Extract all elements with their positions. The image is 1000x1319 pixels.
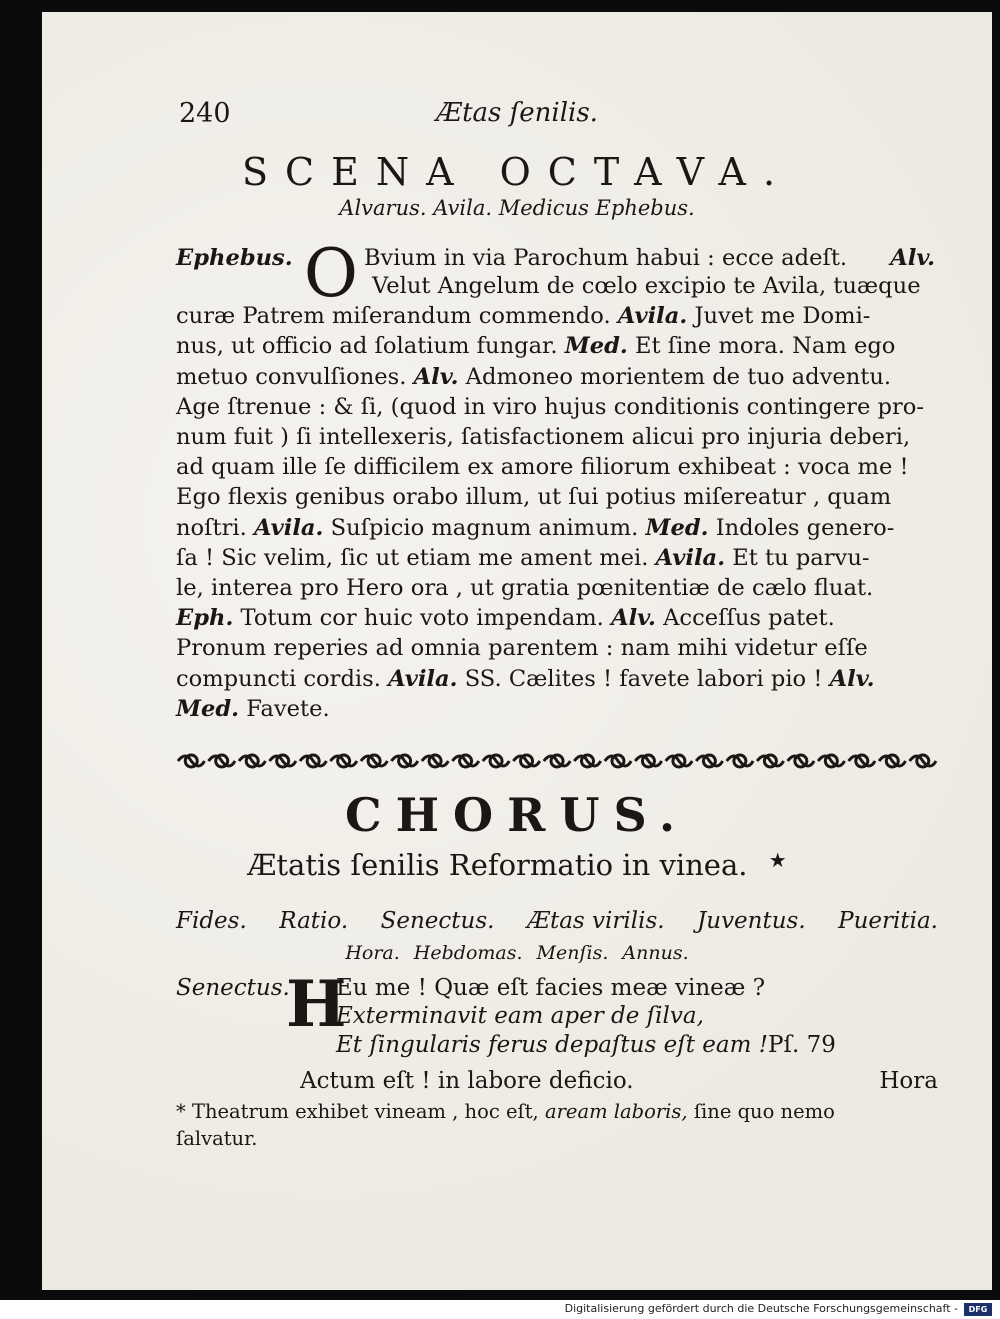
- speaker-label: Avila.: [388, 665, 458, 692]
- ornament-motif: [574, 755, 600, 767]
- speaker-label: Alv.: [890, 245, 936, 271]
- ornament-motif: [300, 755, 326, 767]
- ornament-motif: [269, 755, 295, 767]
- dialogue-text: nus, ut officio ad ſolatium fungar.: [176, 333, 558, 360]
- ornament-motif: [544, 755, 570, 767]
- cast-list-row2: Hora. Hebdomas. Menſis. Annus.: [345, 942, 689, 964]
- book-page: [42, 12, 992, 1290]
- page-number: 240: [179, 98, 231, 129]
- page-header: [42, 98, 992, 138]
- speaker-label: Alv.: [413, 363, 459, 390]
- cast-member: Ætas virilis.: [526, 908, 665, 934]
- speaker-label: Alv.: [829, 665, 875, 692]
- speaker-label: Med.: [645, 514, 709, 541]
- dialogue-line: [176, 513, 938, 543]
- speaker-label: Med.: [564, 333, 628, 360]
- running-title: Ætas ſenilis.: [436, 98, 598, 128]
- dialogue-line: num fuit ) ſi intellexeris, ſatisfactionem alicui pro injuria deberi,: [176, 424, 911, 451]
- ornament-motif: [605, 755, 631, 767]
- ornament-motif: [910, 755, 936, 767]
- dialogue-line: Age ſtrenue : & ſi, (quod in viro hujus conditionis contingere pro-: [176, 393, 924, 420]
- drop-cap: H: [286, 967, 347, 1042]
- speaker-label: Avila.: [655, 544, 726, 571]
- dialogue-text: Et tu parvu-: [732, 544, 870, 571]
- cast-member: Ratio.: [279, 908, 349, 934]
- dialogue-text: Totum cor huic voto impendam.: [240, 605, 604, 632]
- dialogue-line: le, interea pro Hero ora , ut gratia pœnitentiæ de cælo fluat.: [176, 575, 874, 602]
- ornament-motif: [513, 755, 539, 767]
- ornament-motif: [666, 755, 692, 767]
- ornament-motif: [879, 755, 905, 767]
- footnote-text: * Theatrum exhibet vineam , hoc eſt,: [176, 1100, 539, 1123]
- cast-member: Senectus.: [380, 908, 495, 934]
- dialogue-text: Admoneo morientem de tuo adventu.: [465, 363, 892, 390]
- ornament-motif: [818, 755, 844, 767]
- ornament-motif: [391, 755, 417, 767]
- ornament-motif: [452, 755, 478, 767]
- verse-line: [300, 1067, 938, 1096]
- ornament-divider: [176, 750, 938, 772]
- dialogue-text: SS. Cælites ! favete labori pio !: [464, 665, 823, 692]
- scene-title: SCENA OCTAVA.: [241, 150, 793, 194]
- dialogue-text: curæ Patrem miſerandum commendo.: [176, 303, 611, 330]
- ornament-motif: [178, 755, 204, 767]
- dialogue-text: Favete.: [246, 695, 330, 722]
- dialogue-text: compuncti cordis.: [176, 665, 381, 692]
- ornament-motif: [696, 755, 722, 767]
- ornament-motif: [330, 755, 356, 767]
- dialogue-text: Indoles genero-: [715, 514, 895, 541]
- ornament-motif: [757, 755, 783, 767]
- verse-line: [336, 1031, 836, 1060]
- dialogue-line: Ego flexis genibus orabo illum, ut ſui potius miſereatur , quam: [176, 484, 892, 511]
- speaker-label: Avila.: [617, 303, 688, 330]
- dialogue-text: Suſpicio magnum animum.: [330, 514, 639, 541]
- dialogue-line: [176, 362, 938, 392]
- dialogue-block: [176, 235, 938, 724]
- dialogue-text: noſtri.: [176, 514, 247, 541]
- dialogue-line: [176, 301, 938, 331]
- dfg-logo-icon: DFG: [964, 1303, 992, 1316]
- dialogue-text: Juvet me Domi-: [694, 303, 871, 330]
- ornament-motif: [208, 755, 234, 767]
- chorus-subtitle: [42, 848, 992, 882]
- footnote-text: ſine quo nemo: [693, 1100, 835, 1123]
- dialogue-line: [176, 694, 938, 724]
- dialogue-line: [176, 603, 938, 633]
- cast-member: Fides.: [176, 908, 247, 934]
- footnote: [176, 1098, 938, 1152]
- dialogue-text: Acceſſus patet.: [663, 605, 835, 632]
- dialogue-line: [176, 543, 938, 573]
- dialogue-line: ad quam ille ſe difficilem ex amore filiorum exhibeat : voca me !: [176, 454, 909, 481]
- dialogue-text: metuo convulſiones.: [176, 363, 407, 390]
- verse-text: Actum eſt ! in labore deficio.: [300, 1068, 634, 1094]
- speaker-label: Med.: [176, 695, 240, 722]
- ornament-motif: [361, 755, 387, 767]
- ornament-motif: [849, 755, 875, 767]
- verse-text: Et ſingularis ferus depaſtus eſt eam !: [336, 1032, 768, 1058]
- dialogue-text: Bvium in via Parochum habui : ecce adeſt.: [363, 245, 848, 271]
- ornament-motif: [483, 755, 509, 767]
- dialogue-text: Et ſine mora. Nam ego: [635, 333, 896, 360]
- verse-speaker: Senectus.: [176, 975, 290, 1001]
- verse-line: Eu me ! Quæ eſt facies meæ vineæ ?: [336, 975, 766, 1001]
- psalm-reference: Pſ. 79: [767, 1032, 836, 1058]
- ornament-motif: [239, 755, 265, 767]
- footnote-text: aream laboris,: [544, 1100, 688, 1123]
- drop-cap: O: [303, 235, 358, 312]
- chorus-subtitle-text: Ætatis ſenilis Reformatio in vinea.: [247, 848, 748, 882]
- ornament-motif: [422, 755, 448, 767]
- speaker-label: Avila.: [254, 514, 324, 541]
- cast-member: Juventus.: [697, 908, 806, 934]
- ornament-motif: [788, 755, 814, 767]
- credit-bar: [0, 1300, 1000, 1319]
- cast-member: Pueritia.: [838, 908, 938, 934]
- dialogue-text: Velut Angelum de cœlo excipio te Avila, tuæque: [372, 273, 921, 299]
- cast-list-row1: [176, 908, 938, 934]
- dialogue-line: [176, 664, 938, 694]
- ornament-motif: [635, 755, 661, 767]
- footnote-star-icon: ★: [768, 848, 787, 872]
- funding-credit: Digitalisierung gefördert durch die Deutsche Forschungsgemeinschaft -: [564, 1302, 958, 1315]
- ornament-pattern: [178, 755, 936, 767]
- catchword: Hora: [879, 1068, 938, 1094]
- speaker-label: Alv.: [611, 605, 656, 632]
- chorus-title: CHORUS.: [344, 788, 690, 842]
- footnote-line: [176, 1098, 938, 1125]
- dialogue-line: Pronum reperies ad omnia parentem : nam mihi videtur eſſe: [176, 635, 868, 662]
- footnote-line: ſalvatur.: [176, 1127, 258, 1150]
- verse-line: Exterminavit eam aper de ſilva,: [336, 1003, 704, 1029]
- ornament-motif: [727, 755, 753, 767]
- dialogue-line: [176, 331, 938, 361]
- scene-characters: Alvarus. Avila. Medicus Ephebus.: [339, 196, 695, 220]
- speaker-label: Ephebus.: [176, 245, 293, 271]
- dialogue-text: ſa ! Sic velim, ſic ut etiam me ament mei.: [176, 544, 649, 571]
- speaker-label: Eph.: [176, 605, 234, 632]
